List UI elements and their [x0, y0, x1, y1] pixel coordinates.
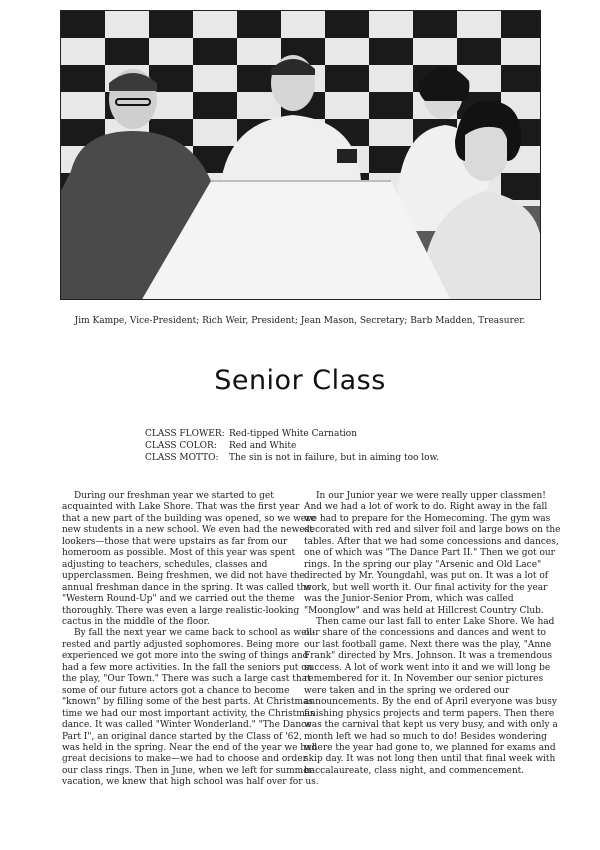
page-title: Senior Class	[214, 365, 386, 396]
class-color-value: Red and White	[229, 441, 297, 451]
junior-paragraph: In our Junior year we were really upper classmen! And we had a lot of work to do. Right away in the fall we had to prepare for the Homecoming. The gym was decorated with red and silver foil and large bows on the tables. After that we had some concessions and dances, one of which was "The Dance Part II." Then we got our rings. In the spring our play "Arsenic and Old Lace" directed by Mr. Youngdahl, was put on. It was a lot of work, but well worth it. Our final activity for the year was the Junior-Senior Prom, which was called "Moonglow" and was held at Hillcrest Country Club.	[304, 491, 561, 616]
class-color-row	[145, 440, 439, 452]
left-column	[62, 491, 319, 789]
senior-paragraph: Then came our last fall to enter Lake Shore. We had our share of the concessions and dances and went to our last football game. Next there was the play, "Anne Frank" directed by Mrs. Johnson. It was a tremendous success. A lot of work went into it and we will long be remembered for it. In November our senior pictures were taken and in the spring we ordered our announcements. By the end of April everyone was busy finishing physics projects and term papers. Then there was the carnival that kept us very busy, and with only a month left we had so much to do! Besides wondering where the year had gone to, we planned for exams and skip day. It was not long then until that final week with baccalaureate, class night, and commencement.	[304, 616, 558, 776]
class-officers-photo	[60, 10, 541, 300]
freshman-paragraph: During our freshman year we started to get acquainted with Lake Shore. That was the first year that a new part of the building was opened, so we were new students in a new school. We even had the newest lookers—those that were upstairs as far from our homeroom as possible. Most of this year was spent adjusting to teachers, schedules, classes and upperclassmen. Being freshmen, we did not have the annual freshman dance in the spring. It was called the "Western Round-Up" and we carried out the theme thoroughly. There was even a large realistic-looking cactus in the middle of the floor.	[62, 491, 316, 627]
class-motto-value: The sin is not in failure, but in aiming too low.	[229, 453, 440, 463]
class-flower-value: Red-tipped White Carnation	[229, 429, 358, 439]
class-motto-label: CLASS MOTTO:	[145, 453, 219, 463]
class-motto-row	[145, 452, 439, 464]
photo-caption: Jim Kampe, Vice-President; Rich Weir, President; Jean Mason, Secretary; Barb Madden, Treasurer.	[74, 316, 526, 326]
sophomore-paragraph: By fall the next year we came back to school as well-rested and partly adjusted sophomores. Being more experienced we got more into the swing of things and had a few more activities. In the fall the seniors put on the play, "Our Town." There was such a large cast that some of our future actors got a chance to become "known" by filling some of the best parts. At Christmas time we had our most important activity, the Christmas dance. It was called "Winter Wonderland." "The Dance Part I", an original dance started by the Class of '62, was held in the spring. Near the end of the year we had great decisions to make—we had to choose and order our class rings. Then in June, when we left for summer vacation, we knew that high school was half over for us.	[62, 628, 319, 788]
class-flower-label: CLASS FLOWER:	[145, 429, 225, 439]
class-color-label: CLASS COLOR:	[145, 441, 217, 451]
class-flower-row	[145, 428, 439, 440]
right-column	[304, 491, 561, 777]
class-info	[145, 428, 439, 464]
